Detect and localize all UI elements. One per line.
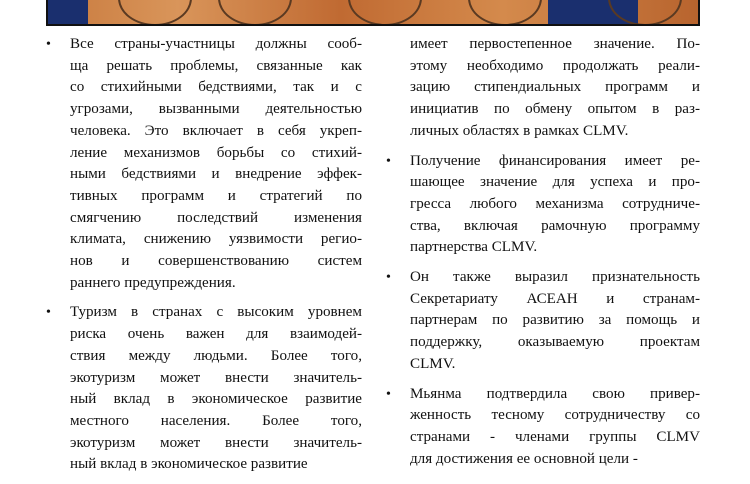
text-line: Мьянма подтвердила свою привер- (410, 385, 700, 402)
text-line: гресса любого механизма сотрудниче- (410, 195, 700, 212)
text-line: для достижения ее основной цели - (410, 450, 638, 467)
text-line: угрозами, вызванными деятельностью (70, 101, 362, 118)
bullet-icon: • (386, 270, 391, 286)
continued-paragraph (386, 34, 700, 143)
left-bullet-list (46, 34, 362, 476)
text-line: женность тесному сотрудничеству со (410, 407, 700, 424)
bullet-icon: • (386, 386, 391, 402)
header-photo (46, 0, 700, 26)
text-line: Он также выразил признательность (410, 269, 700, 286)
text-line: климата, снижению уязвимости регио- (70, 231, 362, 248)
text-line: нов и совершенствованию систем (70, 253, 362, 270)
bullet-icon: • (386, 153, 391, 169)
text-line: поддержку, оказываемую проектам (410, 334, 700, 351)
text-line: Получение финансирования имеет ре- (410, 152, 700, 169)
photo-arch (218, 0, 292, 26)
text-line: странами - членами группы CLMV (410, 428, 700, 445)
bullet-icon: • (46, 305, 51, 321)
text-line: партнерам по развитию за помощь и (410, 312, 700, 329)
text-line: экотуризм может внести значитель- (70, 369, 362, 386)
text-line: человека. Это включает в себя укреп- (70, 122, 362, 139)
bullet-item (46, 34, 362, 294)
text-line: Туризм в странах с высоким уровнем (70, 304, 362, 321)
text-line: ства, включая рамочную программу (410, 217, 700, 234)
photo-arch (468, 0, 542, 26)
text-line: ный вклад в экономическое развитие (70, 391, 362, 408)
bullet-icon: • (46, 37, 51, 52)
text-line: этому необходимо продолжать реали- (410, 57, 700, 74)
text-line: имеет первостепенное значение. По- (410, 36, 700, 52)
photo-arch (118, 0, 192, 26)
text-line: смягчению последствий изменения (70, 209, 362, 226)
photo-arch (348, 0, 422, 26)
text-line: ными бедствиями и внедрение эффек- (70, 166, 362, 183)
left-column (46, 34, 362, 484)
text-line: ление механизмов борьбы со стихий- (70, 144, 362, 161)
text-line: ствия между людьми. Более того, (70, 347, 362, 364)
text-line: со стихийными бедствиями, так и с (70, 79, 362, 96)
bullet-item (386, 384, 700, 471)
text-line: зацию стипендиальных программ и (410, 79, 700, 96)
text-line: риска очень важен для взаимодей- (70, 326, 362, 343)
bullet-item (386, 267, 700, 376)
right-column (386, 34, 700, 478)
text-line: Все страны-участницы должны сооб- (70, 36, 362, 52)
photo-curtain-left (48, 0, 88, 24)
text-line: инициатив по обмену опытом в раз- (410, 101, 700, 118)
text-line: тивных программ и стратегий по (70, 187, 362, 204)
text-line: местного населения. Более того, (70, 412, 362, 429)
bullet-item (46, 302, 362, 476)
text-line: ный вклад в экономическое развитие (70, 456, 308, 473)
text-line: экотуризм может внести значитель- (70, 434, 362, 451)
text-line: шающее значение для успеха и про- (410, 174, 700, 191)
text-line: личных областях в рамках CLMV. (410, 122, 629, 139)
text-line: CLMV. (410, 355, 456, 372)
bullet-item (386, 151, 700, 260)
text-line: партнерства CLMV. (410, 239, 538, 256)
text-line: ща решать проблемы, связанные как (70, 57, 362, 74)
text-line: Секретариату АСЕАН и странам- (410, 290, 700, 307)
right-bullet-list (386, 151, 700, 471)
text-line: раннего предупреждения. (70, 274, 236, 291)
